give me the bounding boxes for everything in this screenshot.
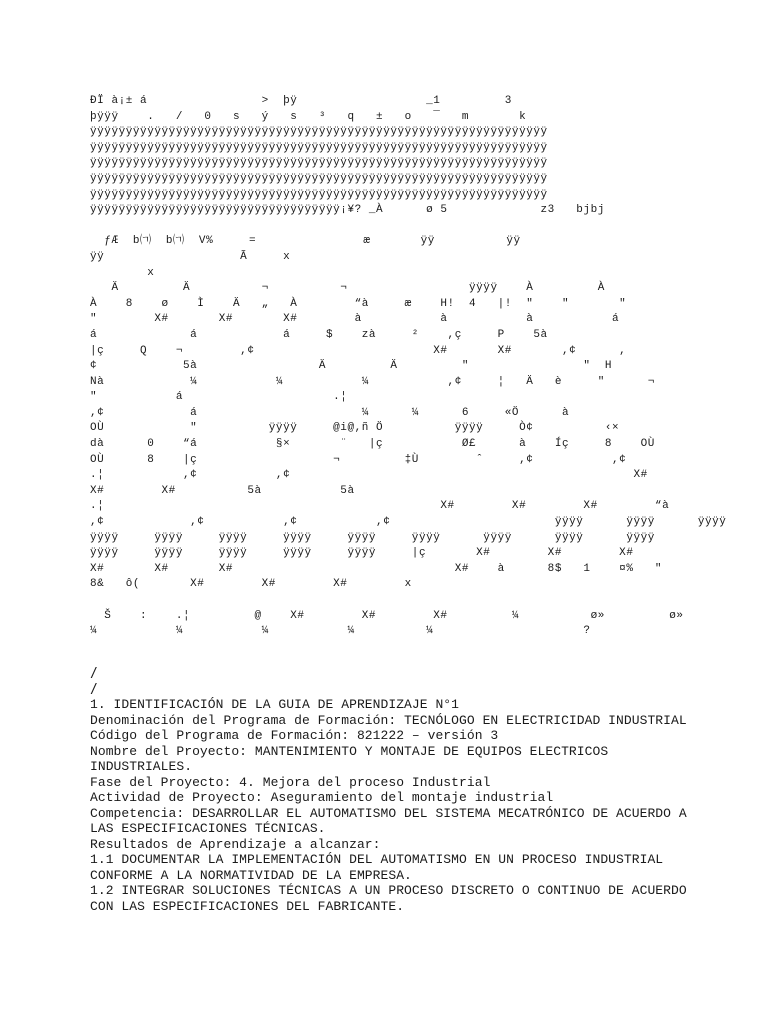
garbled-line: Ä Ä ¬ ¬ ÿÿÿÿ À À — [90, 282, 605, 295]
garbled-line: á á á $ zà ² ,ç P 5à — [90, 328, 548, 341]
garbled-line: ¼ ¼ ¼ ¼ ¼ ? — [90, 625, 591, 638]
competency-line: Competencia: DESARROLLAR EL AUTOMATISMO DEL SISTEMA MECATRÓNICO DE ACUERDO A LAS ESPECIFICACIONES TÉCNICAS. — [90, 805, 695, 836]
garbled-line: ÿÿÿÿ ÿÿÿÿ ÿÿÿÿ ÿÿÿÿ ÿÿÿÿ |ç X# X# X# — [90, 547, 634, 560]
garbled-line: Nà ¼ ¼ ¼ ,¢ ¦ Ä è ″ ¬ — [90, 375, 655, 388]
garbled-line: x — [90, 266, 155, 279]
garbled-line: ,¢ á ¼ ¼ 6 «Ö à — [90, 406, 570, 419]
garbled-line: |ç Q ¬ ,¢ X# X# ,¢ , — [90, 344, 627, 357]
garbled-line: 8& ô( X# X# X# x — [90, 578, 412, 591]
garbled-line: ÿÿÿÿÿÿÿÿÿÿÿÿÿÿÿÿÿÿÿÿÿÿÿÿÿÿÿÿÿÿÿÿÿÿÿÿÿÿÿÿÿÿÿÿÿÿÿÿÿÿÿÿÿÿÿÿÿÿÿÿÿÿÿÿ — [90, 188, 548, 201]
project-name-line: Nombre del Proyecto: MANTENIMIENTO Y MONTAJE DE EQUIPOS ELECTRICOS INDUSTRIALES. — [90, 743, 617, 774]
garbled-line: ÿÿÿÿÿÿÿÿÿÿÿÿÿÿÿÿÿÿÿÿÿÿÿÿÿÿÿÿÿÿÿÿÿÿÿÿÿÿÿÿÿÿÿÿÿÿÿÿÿÿÿÿÿÿÿÿÿÿÿÿÿÿÿÿ — [90, 141, 548, 154]
garbled-line: ÿÿÿÿÿÿÿÿÿÿÿÿÿÿÿÿÿÿÿÿÿÿÿÿÿÿÿÿÿÿÿÿÿÿÿÿÿÿÿÿÿÿÿÿÿÿÿÿÿÿÿÿÿÿÿÿÿÿÿÿÿÿÿÿ — [90, 172, 548, 185]
garbled-line: OÙ 8 |ç ¬ ‡Ù ˆ ,¢ ,¢ — [90, 453, 627, 466]
garbled-line: ″ á .¦ — [90, 391, 348, 404]
garbled-line: ÿÿÿÿÿÿÿÿÿÿÿÿÿÿÿÿÿÿÿÿÿÿÿÿÿÿÿÿÿÿÿÿÿÿÿÿÿÿÿÿÿÿÿÿÿÿÿÿÿÿÿÿÿÿÿÿÿÿÿÿÿÿÿÿ — [90, 126, 548, 139]
garbled-line: þÿÿÿ . / 0 s ý s ³ q ± o ¯ m k — [90, 110, 527, 123]
garbled-line: ÿÿ Ã x — [90, 250, 291, 263]
garbled-line: ƒÆ b㈀ b㈀ V% = æ ÿÿ ÿÿ — [90, 235, 521, 248]
garbled-line: ¢ 5à Ä Ä ″ ″ H — [90, 360, 613, 373]
document-body — [90, 666, 695, 914]
project-phase-line: Fase del Proyecto: 4. Mejora del proceso Industrial — [90, 774, 491, 790]
garbled-line: OÙ ″ ÿÿÿÿ @i@,ñ Ö ÿÿÿÿ Ò¢ ‹× — [90, 422, 620, 435]
learning-results-heading: Resultados de Aprendizaje a alcanzar: — [90, 836, 381, 852]
binary-header-text — [90, 94, 726, 640]
project-activity-line: Actividad de Proyecto: Aseguramiento del montaje industrial — [90, 790, 554, 805]
garbled-line: ,¢ ,¢ ,¢ ,¢ ÿÿÿÿ ÿÿÿÿ ÿÿÿÿ — [90, 516, 727, 529]
program-code-line: Código del Programa de Formación: 821222 – versión 3 — [90, 728, 499, 743]
garbled-line: ÿÿÿÿÿÿÿÿÿÿÿÿÿÿÿÿÿÿÿÿÿÿÿÿÿÿÿÿÿÿÿÿÿÿÿ¡¥? _À ø 5 z3 bjbj — [90, 204, 605, 217]
learning-result-item: 1.1 DOCUMENTAR LA IMPLEMENTACIÓN DEL AUTOMATISMO EN UN PROCESO INDUSTRIAL CONFORME A LA NORMATIVIDAD DE LA EMPRESA. — [90, 852, 672, 883]
garbled-line: Š : .¦ @ X# X# X# ¼ ø» ø» — [90, 609, 684, 622]
garbled-line: dà 0 “á §× ¨ |ç Ø£ à Íç 8 OÙ — [90, 438, 655, 451]
garbled-line: X# X# X# X# à 8$ 1 ¤% ″ — [90, 562, 663, 575]
slash-marker: / — [90, 681, 98, 697]
learning-result-item: 1.2 INTEGRAR SOLUCIONES TÉCNICAS A UN PROCESO DISCRETO O CONTINUO DE ACUERDO CON LAS ESPECIFICACIONES DEL FABRICANTE. — [90, 883, 695, 914]
section-heading: 1. IDENTIFICACIÓN DE LA GUIA DE APRENDIZAJE N°1 — [90, 697, 460, 712]
garbled-line: À 8 ø Ì Ä „ À “à æ H! 4 |! ″ ″ ″ — [90, 297, 627, 310]
garbled-line: .¦ X# X# X# “à — [90, 500, 670, 513]
garbled-line: ″ X# X# X# à à à á — [90, 313, 620, 326]
garbled-line: X# X# 5à 5à — [90, 484, 355, 497]
garbled-line: ÿÿÿÿÿÿÿÿÿÿÿÿÿÿÿÿÿÿÿÿÿÿÿÿÿÿÿÿÿÿÿÿÿÿÿÿÿÿÿÿÿÿÿÿÿÿÿÿÿÿÿÿÿÿÿÿÿÿÿÿÿÿÿÿ — [90, 157, 548, 170]
garbled-line: ÐÏ à¡± á > þÿ _1 3 — [90, 95, 512, 107]
program-name-line: Denominación del Programa de Formación: TECNÓLOGO EN ELECTRICIDAD INDUSTRIAL — [90, 712, 687, 728]
slash-marker: / — [90, 666, 98, 681]
garbled-line: .¦ ,¢ ,¢ X# — [90, 469, 648, 482]
garbled-line: ÿÿÿÿ ÿÿÿÿ ÿÿÿÿ ÿÿÿÿ ÿÿÿÿ ÿÿÿÿ ÿÿÿÿ ÿÿÿÿ ÿÿÿÿ — [90, 531, 655, 544]
